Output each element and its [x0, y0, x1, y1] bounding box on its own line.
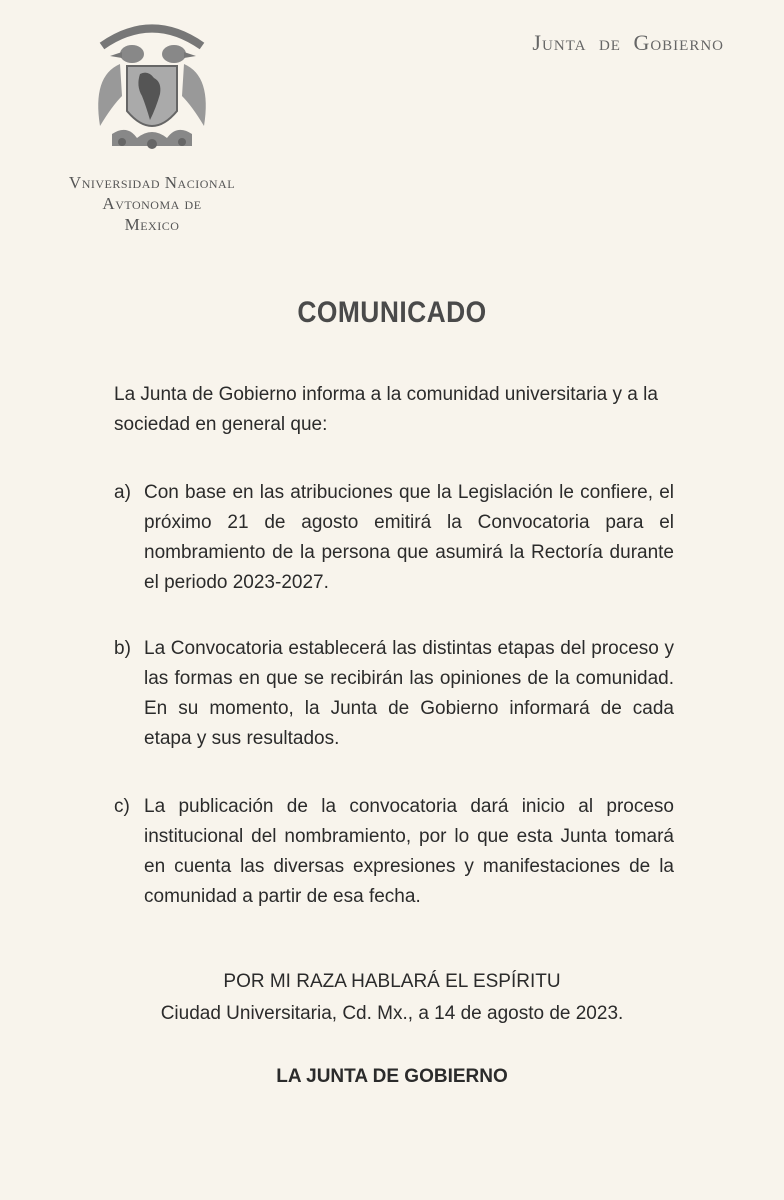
university-seal-block	[52, 16, 252, 235]
unam-seal-icon	[82, 16, 222, 166]
university-name-line: Vniversidad Nacional	[68, 173, 236, 192]
university-name	[52, 172, 252, 235]
closing-block	[0, 966, 784, 1030]
list-marker: a)	[114, 482, 131, 503]
list-item-b	[114, 634, 674, 754]
signature: LA JUNTA DE GOBIERNO	[276, 1066, 508, 1087]
university-name-line: Mexico	[124, 215, 180, 234]
intro-paragraph: La Junta de Gobierno informa a la comunidad universitaria y a la sociedad en general que:	[114, 384, 658, 435]
list-item-text: La publicación de la convocatoria dará inicio al proceso institucional del nombramiento, por lo que esta Junta tomará en cuenta las diversas expresiones y manifestaciones de la comunidad a partir de esa fecha.	[144, 796, 674, 907]
list-item-c	[114, 792, 674, 912]
list-marker: b)	[114, 638, 131, 659]
university-name-line: Avtonoma de	[102, 194, 202, 213]
motto: POR MI RAZA HABLARÁ EL ESPÍRITU	[223, 971, 561, 992]
place-date: Ciudad Universitaria, Cd. Mx., a 14 de agosto de 2023.	[160, 1003, 624, 1024]
list-item-text: Con base en las atribuciones que la Legislación le confiere, el próximo 21 de agosto emitirá la Convocatoria para el nombramiento de la persona que asumirá la Rectoría durante el periodo 2023-2027.	[144, 482, 674, 593]
office-name: Junta de Gobierno	[532, 30, 724, 55]
list-item-a	[114, 478, 674, 598]
document-title: COMUNICADO	[297, 296, 487, 329]
list-item-text: La Convocatoria establecerá las distintas etapas del proceso y las formas en que se recibirán las opiniones de la comunidad. En su momento, la Junta de Gobierno informará de cada etapa y sus resultados.	[144, 638, 674, 749]
list-marker: c)	[114, 796, 130, 817]
